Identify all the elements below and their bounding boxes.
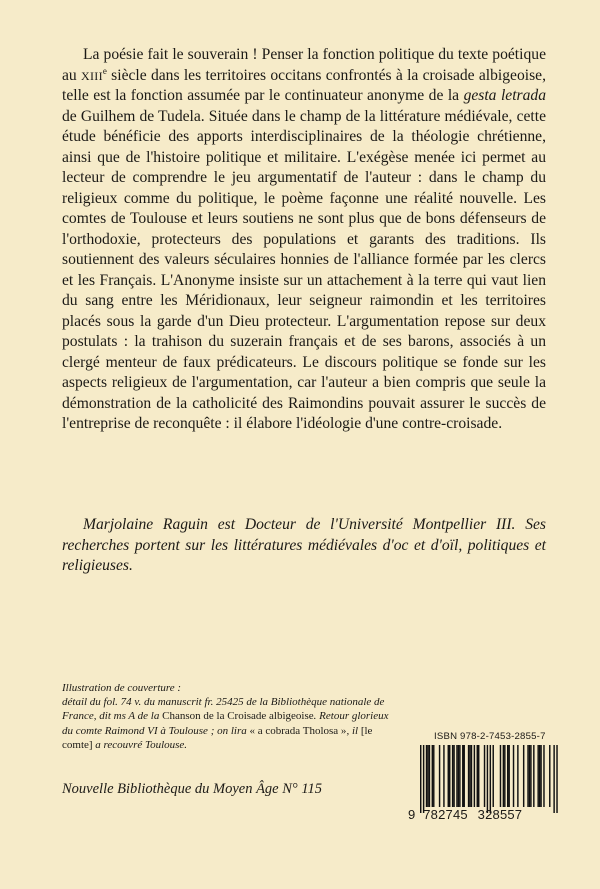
barcode-bar <box>477 745 478 807</box>
century-numeral: XIII <box>81 68 103 83</box>
barcode-bar <box>508 745 509 807</box>
barcode-bar <box>504 745 505 807</box>
barcode-bar <box>507 745 508 807</box>
barcode-bar <box>471 745 472 807</box>
barcode-bar <box>459 745 460 807</box>
barcode-bar <box>449 745 450 807</box>
barcode-bar <box>423 745 424 813</box>
barcode-bar <box>456 745 457 807</box>
barcode-bar <box>452 745 453 807</box>
barcode-bar <box>500 745 501 807</box>
credit-bracket: [le comte] <box>62 724 373 751</box>
barcode-bar <box>469 745 470 807</box>
ean-right-group: 328557 <box>477 807 523 822</box>
barcode-bars <box>420 745 572 815</box>
barcode-bar <box>523 745 524 807</box>
credit-label: Illustration de couverture : <box>62 682 182 694</box>
barcode-bar <box>517 745 518 807</box>
summary-paragraph <box>62 45 546 435</box>
barcode-bar <box>493 745 494 807</box>
barcode-bar <box>439 745 440 807</box>
author-bio: Marjolaine Raguin est Docteur de l'Université Montpellier III. Ses recherches portent sur les littératures médiévales d'oc et d'oïl, politiques et religieuses. <box>62 516 546 574</box>
credit-text-4: a recouvré Toulouse. <box>92 738 188 751</box>
barcode-bar <box>453 745 454 807</box>
summary-text <box>62 45 546 435</box>
century-superscript: e <box>102 65 107 76</box>
series-title: Nouvelle Bibliothèque du Moyen Âge N° 115 <box>62 781 323 797</box>
illustration-credit <box>62 681 392 752</box>
barcode-bar <box>537 745 538 807</box>
ean-left-group: 782745 <box>423 807 468 822</box>
barcode-bar <box>474 745 475 807</box>
barcode-bar <box>464 745 465 807</box>
barcode-bar <box>503 745 504 807</box>
credit-song-title: Chanson de la Croisade albigeoise <box>162 710 314 723</box>
barcode-bar <box>540 745 541 807</box>
barcode-bar <box>468 745 469 807</box>
barcode-bar <box>458 745 459 807</box>
barcode-bar <box>462 745 463 807</box>
barcode-bar <box>443 745 444 807</box>
barcode-bar <box>556 745 557 813</box>
barcode-bar <box>543 745 544 807</box>
barcode-bar <box>490 745 491 813</box>
barcode-bar <box>539 745 540 807</box>
barcode-bar <box>529 745 530 807</box>
barcode-bar <box>432 745 433 807</box>
barcode-bar <box>426 745 427 807</box>
barcode-bar <box>487 745 488 813</box>
isbn-label: ISBN 978-2-7453-2855-7 <box>434 731 546 742</box>
barcode-bar <box>429 745 430 807</box>
summary-part-3: de Guilhem de Tudela. Située dans le champ de la littérature médiévale, cette étude bénéficie des apports interdisciplinaires de la théologie chrétienne, ainsi que de l'histoire politique et militaire. L'exégèse menée ici permet au lecteur de comprendre le jeu argumentatif de l'auteur : dans le champ du religieux comme du politique, le poème façonne une réalité nouvelle. Les comtes de Toulouse et leurs soutiens ne sont plus que de bons défenseurs de l'orthodoxie, protecteurs des populations et garants des traditions. Ils soutiennent des valeurs séculaires honnies de l'alliance formée par les clercs et les Français. L'Anonyme insiste sur un attachement à la terre qui vaut lien du sang entre les Méridionaux, leur seigneur raimondin et les territoires placés sous la garde d'un Dieu protecteur. L'argumentation repose sur deux postulats : la trahison du suzerain français et de ses barons, associés à un clergé menteur de faux prédicateurs. Le discours politique se fonde sur les aspects religieux de l'argumentation, car l'auteur a bien compris que seule la démonstration de la catholicité des Raimondins pouvait assurer le succès de l'entreprise de reconquête : il élabore l'idéologie d'une contre-croisade. <box>62 107 546 432</box>
barcode-bar <box>433 745 434 807</box>
barcode-bar <box>478 745 479 807</box>
barcode-bar <box>448 745 449 807</box>
credit-quote: « a cobrada Tholosa » <box>249 724 347 737</box>
barcode-bar <box>427 745 428 807</box>
credit-text-3: , il <box>346 724 361 737</box>
barcode-bar <box>530 745 531 807</box>
barcode-bar <box>513 745 514 807</box>
ean-digits <box>408 807 522 822</box>
barcode <box>408 731 572 827</box>
barcode-bar <box>549 745 550 807</box>
barcode-bar <box>527 745 528 807</box>
summary-part-1: La poésie fait le souverain ! Penser la fonction politique du texte poétique au <box>62 46 546 84</box>
barcode-bar <box>484 745 485 807</box>
summary-part-2: siècle dans les territoires occitans confrontés à la croisade albigeoise, telle est la fonction assumée par le continuateur anonyme de la <box>62 66 546 104</box>
ean-first-digit: 9 <box>408 807 416 822</box>
barcode-bar <box>533 745 534 807</box>
barcode-bar <box>553 745 554 813</box>
barcode-bar <box>420 745 421 813</box>
work-title: gesta letrada <box>463 87 546 104</box>
credit-text-1: détail du fol. 74 v. du manuscrit fr. 25425 de la Bibliothèque nationale de France, dit ms A de la <box>62 696 385 723</box>
credit-text-2: . Retour glorieux du comte Raimond VI à Toulouse ; on lira <box>62 710 389 737</box>
